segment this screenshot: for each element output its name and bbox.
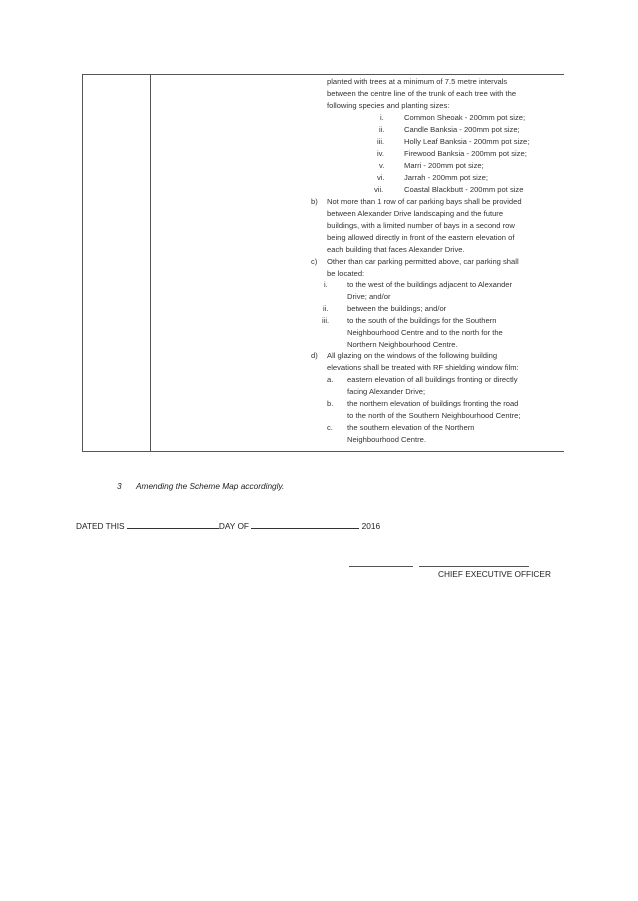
item-d-sub-number: a. — [327, 375, 334, 384]
clause-3-number: 3 — [117, 481, 122, 491]
item-c-sub-line: Drive; and/or — [347, 292, 391, 301]
signature-line-long — [419, 566, 529, 567]
item-d-label: d) — [311, 351, 318, 360]
item-d-line: elevations shall be treated with RF shielding window film: — [327, 363, 519, 372]
item-c-sub-line: Northern Neighbourhood Centre. — [347, 340, 458, 349]
species-item: Coastal Blackbutt - 200mm pot size — [404, 185, 524, 194]
item-d-sub-line: the northern elevation of buildings fronting the road — [347, 399, 519, 408]
table-left-border — [82, 74, 83, 452]
item-b-line: between Alexander Drive landscaping and the future — [327, 209, 504, 218]
species-number: vi. — [377, 173, 385, 182]
item-c-sub-line: between the buildings; and/or — [347, 304, 447, 313]
species-item: Marri - 200mm pot size; — [404, 161, 484, 170]
species-number: v. — [379, 161, 385, 170]
species-number: vii. — [374, 185, 384, 194]
table-bottom-border — [82, 451, 564, 452]
species-item: Candle Banksia - 200mm pot size; — [404, 125, 520, 134]
day-blank — [127, 520, 219, 529]
item-c-line: be located: — [327, 269, 365, 278]
item-c-sub-number: iii. — [322, 316, 330, 325]
item-d-sub-line: to the north of the Southern Neighbourhood Centre; — [347, 411, 521, 420]
dated-line — [76, 520, 380, 531]
species-number: iii. — [377, 137, 385, 146]
species-number: i. — [380, 113, 384, 122]
species-item: Holly Leaf Banksia - 200mm pot size; — [404, 137, 530, 146]
item-c-sub-line: Neighbourhood Centre and to the north for the — [347, 328, 503, 337]
item-d-line: All glazing on the windows of the following building — [327, 351, 498, 360]
item-c-sub-number: i. — [324, 280, 328, 289]
species-number: iv. — [377, 149, 385, 158]
item-b-line: being allowed directly in front of the eastern elevation of — [327, 233, 515, 242]
item-b-label: b) — [311, 197, 318, 206]
item-d-sub-line: Neighbourhood Centre. — [347, 435, 426, 444]
intro-line: following species and planting sizes: — [327, 101, 450, 110]
item-d-sub-number: c. — [327, 423, 333, 432]
dated-prefix: DATED THIS — [76, 521, 125, 531]
item-d-sub-line: the southern elevation of the Northern — [347, 423, 475, 432]
item-c-line: Other than car parking permitted above, car parking shall — [327, 257, 519, 266]
species-item: Jarrah - 200mm pot size; — [404, 173, 488, 182]
item-d-sub-line: facing Alexander Drive; — [347, 387, 426, 396]
dated-middle: DAY OF — [218, 521, 249, 531]
intro-line: between the centre line of the trunk of each tree with the — [327, 89, 517, 98]
species-item: Common Sheoak - 200mm pot size; — [404, 113, 526, 122]
species-item: Firewood Banksia - 200mm pot size; — [404, 149, 527, 158]
signature-title: CHIEF EXECUTIVE OFFICER — [438, 569, 551, 579]
table-column-divider — [150, 74, 151, 452]
item-b-line: Not more than 1 row of car parking bays shall be provided — [327, 197, 522, 206]
dated-year: 2016 — [361, 521, 381, 531]
species-number: ii. — [379, 125, 385, 134]
signature-line-short — [349, 566, 413, 567]
intro-line: planted with trees at a minimum of 7.5 metre intervals — [327, 77, 508, 86]
item-b-line: buildings, with a limited number of bays in a second row — [327, 221, 515, 230]
item-c-sub-line: to the south of the buildings for the Southern — [347, 316, 497, 325]
month-blank — [251, 520, 359, 529]
item-d-sub-number: b. — [327, 399, 334, 408]
item-c-sub-line: to the west of the buildings adjacent to Alexander — [347, 280, 513, 289]
item-d-sub-line: eastern elevation of all buildings fronting or directly — [347, 375, 518, 384]
item-b-line: each building that faces Alexander Drive. — [327, 245, 465, 254]
item-c-label: c) — [311, 257, 318, 266]
clause-3-text: Amending the Scheme Map accordingly. — [136, 481, 285, 491]
table-top-border — [82, 74, 564, 75]
item-c-sub-number: ii. — [323, 304, 329, 313]
